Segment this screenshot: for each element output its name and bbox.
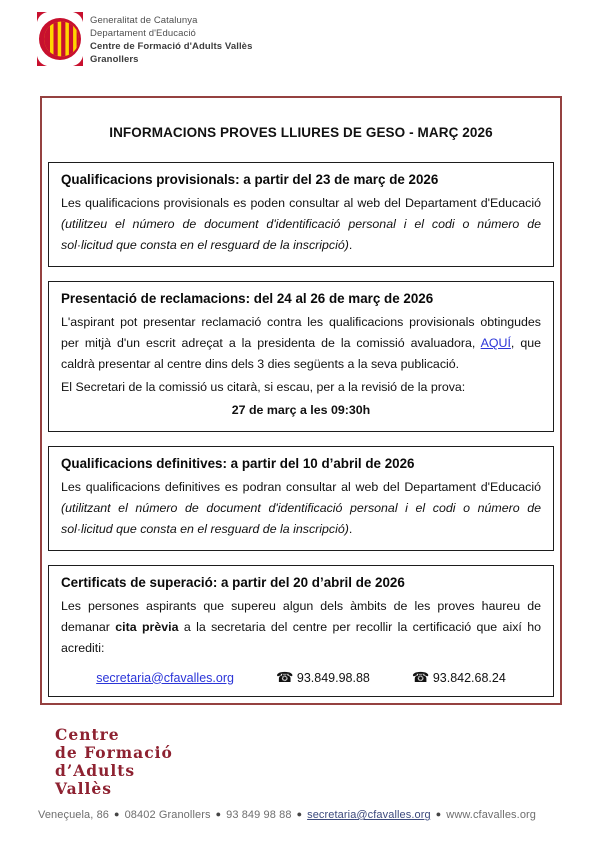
- phone-number-2: [412, 669, 506, 686]
- text-run: Les qualificacions definitives es podran consultar al web del Departament d'Educació: [61, 480, 541, 494]
- phone-number-1: [276, 669, 370, 686]
- logo-line: Centre: [55, 725, 120, 744]
- section-body: [61, 477, 541, 540]
- bullet-icon: ●: [296, 809, 303, 819]
- header-center-name: Centre de Formació d'Adults Vallès: [90, 41, 253, 52]
- header-org-block: [90, 12, 252, 66]
- aqui-link[interactable]: AQUÍ: [480, 336, 511, 350]
- cfa-valles-logo: [55, 726, 173, 798]
- text-run-italic: (utilitzeu el número de document d'identificació personal i el codi o número de sol·licitud que consta en el resguard de la inscripció): [61, 217, 541, 252]
- footer-phone: 93 849 98 88: [226, 809, 292, 821]
- header-dept-name: Departament d'Educació: [90, 28, 196, 39]
- text-run: Les qualificacions provisionals es poden consultar al web del Departament d'Educació: [61, 196, 541, 210]
- section-heading: Qualificacions provisionals: a partir del 23 de març de 2026: [61, 172, 439, 187]
- text-run-italic: (utilitzant el número de document d'identificació personal i el codi o número de sol·licitud que consta en el resguard de la inscripció): [61, 501, 541, 536]
- text-run: , que caldrà presentar al centre dins dels 3 dies següents a la seva publicació.: [61, 336, 541, 371]
- main-frame: [40, 96, 562, 705]
- page-title: INFORMACIONS PROVES LLIURES DE GESO - MARÇ 2026: [109, 125, 493, 140]
- secretary-line: El Secretari de la comissió us citarà, si escau, per a la revisió de la prova:: [61, 380, 466, 394]
- section-body: [61, 596, 541, 659]
- logo-line: Vallès: [55, 779, 113, 798]
- text-run: a la secretaria del centre per recollir la certificació que així ho acrediti:: [61, 620, 541, 655]
- section-final-results: [48, 446, 554, 551]
- section-heading: Presentació de reclamacions: del 24 al 26 de març de 2026: [61, 291, 434, 306]
- section-provisional-results: [48, 162, 554, 267]
- section-body: [61, 312, 541, 375]
- secretaria-email-link[interactable]: secretaria@cfavalles.org: [96, 670, 234, 685]
- bullet-icon: ●: [215, 809, 222, 819]
- header: [37, 12, 252, 66]
- header-city-name: Granollers: [90, 54, 139, 65]
- sections-container: [42, 162, 560, 697]
- section-body: [61, 193, 541, 256]
- footer-street: Veneçuela, 86: [38, 809, 110, 821]
- text-run: .: [348, 238, 353, 252]
- section-heading: Certificats de superació: a partir del 20 d’abril de 2026: [61, 575, 405, 590]
- text-run: L'aspirant pot presentar reclamació contra les qualificacions provisionals obtingudes per mitjà d'un escrit adreçat a la presidenta de la comissió avaluadora,: [61, 315, 541, 350]
- text-run: 93.849.98.88: [296, 671, 370, 685]
- logo-line: d’Adults: [55, 761, 136, 780]
- section-claims: [48, 281, 554, 432]
- review-datetime: 27 de març a les 09:30h: [231, 403, 371, 417]
- section-heading: Qualificacions definitives: a partir del 10 d’abril de 2026: [61, 456, 415, 471]
- text-run: .: [348, 522, 353, 536]
- footer-city: 08402 Granollers: [124, 809, 211, 821]
- text-run: Les persones aspirants que supereu algun dels àmbits de les proves haureu de demanar: [61, 599, 541, 634]
- footer-email-link[interactable]: secretaria@cfavalles.org: [307, 809, 431, 821]
- text-run: 93.842.68.24: [432, 671, 506, 685]
- footer-address: [38, 809, 578, 821]
- header-org-name: Generalitat de Catalunya: [90, 15, 198, 26]
- telephone-icon: ☎: [275, 669, 294, 685]
- text-run-bold: cita prèvia: [115, 620, 179, 634]
- telephone-icon: ☎: [411, 669, 430, 685]
- section-certificates: [48, 565, 554, 697]
- bullet-icon: ●: [435, 809, 442, 819]
- contact-row: [61, 669, 541, 686]
- footer-web: www.cfavalles.org: [446, 809, 537, 821]
- bullet-icon: ●: [114, 809, 120, 819]
- generalitat-emblem-icon: [37, 12, 83, 66]
- logo-line: de Formació: [55, 743, 173, 762]
